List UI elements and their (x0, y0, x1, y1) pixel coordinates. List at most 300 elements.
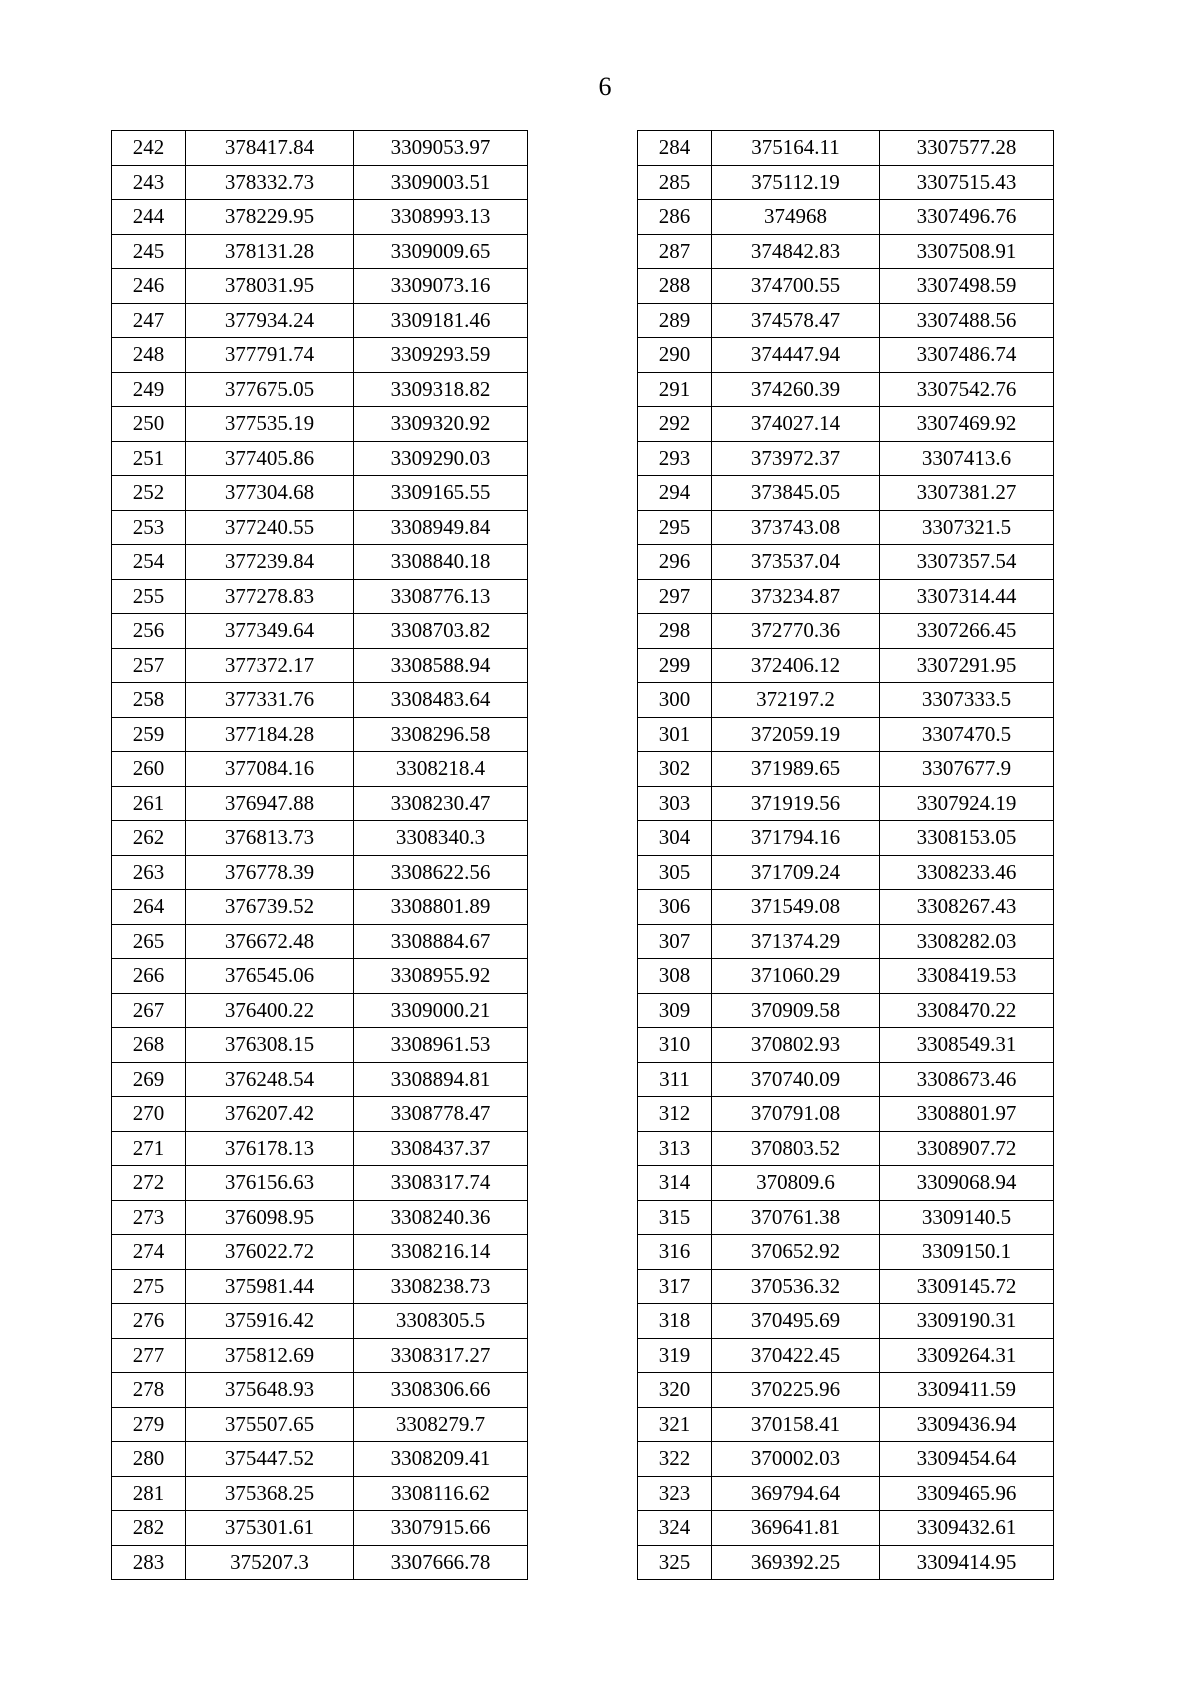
point-number-cell: 274 (112, 1235, 186, 1270)
table-row (112, 648, 528, 683)
table-row (638, 441, 1054, 476)
y-coordinate-cell: 3308305.5 (354, 1304, 528, 1339)
point-number-cell: 276 (112, 1304, 186, 1339)
point-number-cell: 306 (638, 890, 712, 925)
x-coordinate-cell: 375812.69 (186, 1338, 354, 1373)
x-coordinate-cell: 376813.73 (186, 821, 354, 856)
point-number-cell: 261 (112, 786, 186, 821)
table-row (112, 1442, 528, 1477)
table-row (638, 648, 1054, 683)
table-row (638, 131, 1054, 166)
coordinate-table-right (637, 130, 1054, 1580)
y-coordinate-cell: 3308296.58 (354, 717, 528, 752)
table-row (638, 200, 1054, 235)
point-number-cell: 310 (638, 1028, 712, 1063)
point-number-cell: 273 (112, 1200, 186, 1235)
table-row (638, 1166, 1054, 1201)
table-row (638, 1062, 1054, 1097)
point-number-cell: 247 (112, 303, 186, 338)
table-row (638, 1476, 1054, 1511)
table-row (638, 1269, 1054, 1304)
point-number-cell: 321 (638, 1407, 712, 1442)
point-number-cell: 265 (112, 924, 186, 959)
table-row (112, 752, 528, 787)
point-number-cell: 293 (638, 441, 712, 476)
point-number-cell: 298 (638, 614, 712, 649)
point-number-cell: 271 (112, 1131, 186, 1166)
x-coordinate-cell: 375447.52 (186, 1442, 354, 1477)
table-row (638, 476, 1054, 511)
x-coordinate-cell: 371919.56 (712, 786, 880, 821)
table-row (112, 338, 528, 373)
point-number-cell: 249 (112, 372, 186, 407)
point-number-cell: 269 (112, 1062, 186, 1097)
point-number-cell: 289 (638, 303, 712, 338)
y-coordinate-cell: 3308230.47 (354, 786, 528, 821)
y-coordinate-cell: 3309140.5 (880, 1200, 1054, 1235)
y-coordinate-cell: 3308483.64 (354, 683, 528, 718)
table-row (112, 510, 528, 545)
y-coordinate-cell: 3308306.66 (354, 1373, 528, 1408)
x-coordinate-cell: 376022.72 (186, 1235, 354, 1270)
y-coordinate-cell: 3309432.61 (880, 1511, 1054, 1546)
table-row (638, 959, 1054, 994)
y-coordinate-cell: 3308209.41 (354, 1442, 528, 1477)
y-coordinate-cell: 3308153.05 (880, 821, 1054, 856)
table-row (112, 1407, 528, 1442)
x-coordinate-cell: 376778.39 (186, 855, 354, 890)
y-coordinate-cell: 3308703.82 (354, 614, 528, 649)
y-coordinate-cell: 3308884.67 (354, 924, 528, 959)
y-coordinate-cell: 3307924.19 (880, 786, 1054, 821)
point-number-cell: 295 (638, 510, 712, 545)
point-number-cell: 314 (638, 1166, 712, 1201)
x-coordinate-cell: 375112.19 (712, 165, 880, 200)
x-coordinate-cell: 370803.52 (712, 1131, 880, 1166)
table-row (112, 545, 528, 580)
point-number-cell: 275 (112, 1269, 186, 1304)
point-number-cell: 251 (112, 441, 186, 476)
point-number-cell: 322 (638, 1442, 712, 1477)
table-row (638, 165, 1054, 200)
x-coordinate-cell: 377349.64 (186, 614, 354, 649)
point-number-cell: 278 (112, 1373, 186, 1408)
x-coordinate-cell: 369641.81 (712, 1511, 880, 1546)
x-coordinate-cell: 378131.28 (186, 234, 354, 269)
point-number-cell: 313 (638, 1131, 712, 1166)
y-coordinate-cell: 3308216.14 (354, 1235, 528, 1270)
table-row (638, 303, 1054, 338)
table-body (638, 131, 1054, 1580)
table-row (112, 855, 528, 890)
point-number-cell: 245 (112, 234, 186, 269)
x-coordinate-cell: 377184.28 (186, 717, 354, 752)
y-coordinate-cell: 3307314.44 (880, 579, 1054, 614)
table-row (112, 821, 528, 856)
x-coordinate-cell: 370809.6 (712, 1166, 880, 1201)
y-coordinate-cell: 3309190.31 (880, 1304, 1054, 1339)
point-number-cell: 242 (112, 131, 186, 166)
point-number-cell: 259 (112, 717, 186, 752)
x-coordinate-cell: 374578.47 (712, 303, 880, 338)
point-number-cell: 279 (112, 1407, 186, 1442)
x-coordinate-cell: 377304.68 (186, 476, 354, 511)
y-coordinate-cell: 3308776.13 (354, 579, 528, 614)
x-coordinate-cell: 369794.64 (712, 1476, 880, 1511)
x-coordinate-cell: 377084.16 (186, 752, 354, 787)
point-number-cell: 300 (638, 683, 712, 718)
table-row (112, 200, 528, 235)
x-coordinate-cell: 374968 (712, 200, 880, 235)
y-coordinate-cell: 3307266.45 (880, 614, 1054, 649)
x-coordinate-cell: 378031.95 (186, 269, 354, 304)
x-coordinate-cell: 376672.48 (186, 924, 354, 959)
y-coordinate-cell: 3307470.5 (880, 717, 1054, 752)
y-coordinate-cell: 3307577.28 (880, 131, 1054, 166)
point-number-cell: 257 (112, 648, 186, 683)
table-row (112, 1166, 528, 1201)
point-number-cell: 243 (112, 165, 186, 200)
y-coordinate-cell: 3308955.92 (354, 959, 528, 994)
y-coordinate-cell: 3308317.27 (354, 1338, 528, 1373)
table-row (638, 1511, 1054, 1546)
y-coordinate-cell: 3308673.46 (880, 1062, 1054, 1097)
y-coordinate-cell: 3307469.92 (880, 407, 1054, 442)
table-row (112, 717, 528, 752)
point-number-cell: 252 (112, 476, 186, 511)
table-row (638, 1545, 1054, 1580)
table-row (638, 821, 1054, 856)
x-coordinate-cell: 373743.08 (712, 510, 880, 545)
x-coordinate-cell: 377331.76 (186, 683, 354, 718)
x-coordinate-cell: 371549.08 (712, 890, 880, 925)
y-coordinate-cell: 3309000.21 (354, 993, 528, 1028)
point-number-cell: 286 (638, 200, 712, 235)
point-number-cell: 283 (112, 1545, 186, 1580)
point-number-cell: 253 (112, 510, 186, 545)
table-row (112, 441, 528, 476)
table-row (638, 338, 1054, 373)
x-coordinate-cell: 375368.25 (186, 1476, 354, 1511)
point-number-cell: 290 (638, 338, 712, 373)
point-number-cell: 260 (112, 752, 186, 787)
x-coordinate-cell: 376545.06 (186, 959, 354, 994)
x-coordinate-cell: 378229.95 (186, 200, 354, 235)
x-coordinate-cell: 377791.74 (186, 338, 354, 373)
y-coordinate-cell: 3309454.64 (880, 1442, 1054, 1477)
table-row (638, 683, 1054, 718)
table-row (638, 1373, 1054, 1408)
y-coordinate-cell: 3308894.81 (354, 1062, 528, 1097)
point-number-cell: 319 (638, 1338, 712, 1373)
table-row (112, 579, 528, 614)
point-number-cell: 280 (112, 1442, 186, 1477)
y-coordinate-cell: 3308279.7 (354, 1407, 528, 1442)
y-coordinate-cell: 3309293.59 (354, 338, 528, 373)
x-coordinate-cell: 370652.92 (712, 1235, 880, 1270)
table-row (638, 510, 1054, 545)
x-coordinate-cell: 374842.83 (712, 234, 880, 269)
table-row (112, 131, 528, 166)
x-coordinate-cell: 370002.03 (712, 1442, 880, 1477)
table-row (112, 1028, 528, 1063)
table-row (112, 1269, 528, 1304)
point-number-cell: 266 (112, 959, 186, 994)
y-coordinate-cell: 3309009.65 (354, 234, 528, 269)
x-coordinate-cell: 373234.87 (712, 579, 880, 614)
point-number-cell: 302 (638, 752, 712, 787)
point-number-cell: 309 (638, 993, 712, 1028)
y-coordinate-cell: 3309053.97 (354, 131, 528, 166)
y-coordinate-cell: 3308840.18 (354, 545, 528, 580)
x-coordinate-cell: 376400.22 (186, 993, 354, 1028)
x-coordinate-cell: 374447.94 (712, 338, 880, 373)
table-row (112, 786, 528, 821)
table-row (638, 890, 1054, 925)
table-row (638, 1097, 1054, 1132)
y-coordinate-cell: 3308778.47 (354, 1097, 528, 1132)
x-coordinate-cell: 376207.42 (186, 1097, 354, 1132)
table-row (112, 890, 528, 925)
point-number-cell: 246 (112, 269, 186, 304)
point-number-cell: 281 (112, 1476, 186, 1511)
x-coordinate-cell: 371709.24 (712, 855, 880, 890)
y-coordinate-cell: 3308949.84 (354, 510, 528, 545)
x-coordinate-cell: 372059.19 (712, 717, 880, 752)
x-coordinate-cell: 378417.84 (186, 131, 354, 166)
point-number-cell: 263 (112, 855, 186, 890)
x-coordinate-cell: 371989.65 (712, 752, 880, 787)
table-row (638, 1235, 1054, 1270)
point-number-cell: 268 (112, 1028, 186, 1063)
y-coordinate-cell: 3307488.56 (880, 303, 1054, 338)
y-coordinate-cell: 3308267.43 (880, 890, 1054, 925)
point-number-cell: 323 (638, 1476, 712, 1511)
point-number-cell: 307 (638, 924, 712, 959)
table-row (112, 1097, 528, 1132)
table-row (112, 476, 528, 511)
x-coordinate-cell: 370536.32 (712, 1269, 880, 1304)
table-row (638, 717, 1054, 752)
y-coordinate-cell: 3309150.1 (880, 1235, 1054, 1270)
y-coordinate-cell: 3308801.89 (354, 890, 528, 925)
x-coordinate-cell: 377405.86 (186, 441, 354, 476)
x-coordinate-cell: 376248.54 (186, 1062, 354, 1097)
y-coordinate-cell: 3307291.95 (880, 648, 1054, 683)
table-row (112, 1338, 528, 1373)
y-coordinate-cell: 3307542.76 (880, 372, 1054, 407)
x-coordinate-cell: 377535.19 (186, 407, 354, 442)
y-coordinate-cell: 3309465.96 (880, 1476, 1054, 1511)
x-coordinate-cell: 372406.12 (712, 648, 880, 683)
x-coordinate-cell: 371374.29 (712, 924, 880, 959)
table-row (638, 924, 1054, 959)
table-row (112, 1062, 528, 1097)
y-coordinate-cell: 3309181.46 (354, 303, 528, 338)
y-coordinate-cell: 3307357.54 (880, 545, 1054, 580)
point-number-cell: 296 (638, 545, 712, 580)
point-number-cell: 256 (112, 614, 186, 649)
point-number-cell: 258 (112, 683, 186, 718)
x-coordinate-cell: 376178.13 (186, 1131, 354, 1166)
x-coordinate-cell: 377239.84 (186, 545, 354, 580)
y-coordinate-cell: 3309414.95 (880, 1545, 1054, 1580)
y-coordinate-cell: 3308238.73 (354, 1269, 528, 1304)
point-number-cell: 267 (112, 993, 186, 1028)
point-number-cell: 264 (112, 890, 186, 925)
table-row (638, 579, 1054, 614)
x-coordinate-cell: 372770.36 (712, 614, 880, 649)
y-coordinate-cell: 3308218.4 (354, 752, 528, 787)
y-coordinate-cell: 3309068.94 (880, 1166, 1054, 1201)
y-coordinate-cell: 3308233.46 (880, 855, 1054, 890)
y-coordinate-cell: 3308437.37 (354, 1131, 528, 1166)
x-coordinate-cell: 376739.52 (186, 890, 354, 925)
y-coordinate-cell: 3307677.9 (880, 752, 1054, 787)
x-coordinate-cell: 375207.3 (186, 1545, 354, 1580)
table-row (638, 545, 1054, 580)
y-coordinate-cell: 3308470.22 (880, 993, 1054, 1028)
table-row (638, 269, 1054, 304)
table-row (112, 924, 528, 959)
x-coordinate-cell: 376098.95 (186, 1200, 354, 1235)
table-row (112, 303, 528, 338)
point-number-cell: 320 (638, 1373, 712, 1408)
y-coordinate-cell: 3307915.66 (354, 1511, 528, 1546)
x-coordinate-cell: 377240.55 (186, 510, 354, 545)
table-row (638, 1407, 1054, 1442)
y-coordinate-cell: 3307333.5 (880, 683, 1054, 718)
x-coordinate-cell: 375648.93 (186, 1373, 354, 1408)
point-number-cell: 324 (638, 1511, 712, 1546)
y-coordinate-cell: 3308961.53 (354, 1028, 528, 1063)
coordinate-table-left (111, 130, 528, 1580)
point-number-cell: 284 (638, 131, 712, 166)
point-number-cell: 304 (638, 821, 712, 856)
x-coordinate-cell: 377675.05 (186, 372, 354, 407)
point-number-cell: 325 (638, 1545, 712, 1580)
y-coordinate-cell: 3308116.62 (354, 1476, 528, 1511)
table-row (638, 614, 1054, 649)
table-row (638, 234, 1054, 269)
y-coordinate-cell: 3309290.03 (354, 441, 528, 476)
point-number-cell: 297 (638, 579, 712, 614)
point-number-cell: 318 (638, 1304, 712, 1339)
y-coordinate-cell: 3308588.94 (354, 648, 528, 683)
x-coordinate-cell: 370422.45 (712, 1338, 880, 1373)
x-coordinate-cell: 375981.44 (186, 1269, 354, 1304)
table-body (112, 131, 528, 1580)
x-coordinate-cell: 370802.93 (712, 1028, 880, 1063)
x-coordinate-cell: 369392.25 (712, 1545, 880, 1580)
x-coordinate-cell: 370225.96 (712, 1373, 880, 1408)
x-coordinate-cell: 375164.11 (712, 131, 880, 166)
table-row (112, 234, 528, 269)
y-coordinate-cell: 3307381.27 (880, 476, 1054, 511)
y-coordinate-cell: 3308419.53 (880, 959, 1054, 994)
table-row (112, 1200, 528, 1235)
y-coordinate-cell: 3309320.92 (354, 407, 528, 442)
y-coordinate-cell: 3309264.31 (880, 1338, 1054, 1373)
y-coordinate-cell: 3309436.94 (880, 1407, 1054, 1442)
x-coordinate-cell: 370158.41 (712, 1407, 880, 1442)
point-number-cell: 244 (112, 200, 186, 235)
point-number-cell: 270 (112, 1097, 186, 1132)
y-coordinate-cell: 3307515.43 (880, 165, 1054, 200)
y-coordinate-cell: 3307508.91 (880, 234, 1054, 269)
point-number-cell: 308 (638, 959, 712, 994)
y-coordinate-cell: 3308240.36 (354, 1200, 528, 1235)
y-coordinate-cell: 3308317.74 (354, 1166, 528, 1201)
x-coordinate-cell: 375916.42 (186, 1304, 354, 1339)
y-coordinate-cell: 3307321.5 (880, 510, 1054, 545)
y-coordinate-cell: 3309073.16 (354, 269, 528, 304)
x-coordinate-cell: 378332.73 (186, 165, 354, 200)
table-row (638, 993, 1054, 1028)
y-coordinate-cell: 3308907.72 (880, 1131, 1054, 1166)
y-coordinate-cell: 3308993.13 (354, 200, 528, 235)
x-coordinate-cell: 373972.37 (712, 441, 880, 476)
x-coordinate-cell: 374260.39 (712, 372, 880, 407)
x-coordinate-cell: 375301.61 (186, 1511, 354, 1546)
point-number-cell: 277 (112, 1338, 186, 1373)
x-coordinate-cell: 371794.16 (712, 821, 880, 856)
point-number-cell: 301 (638, 717, 712, 752)
point-number-cell: 285 (638, 165, 712, 200)
point-number-cell: 299 (638, 648, 712, 683)
table-row (112, 1545, 528, 1580)
y-coordinate-cell: 3307486.74 (880, 338, 1054, 373)
point-number-cell: 315 (638, 1200, 712, 1235)
point-number-cell: 287 (638, 234, 712, 269)
table-row (638, 1304, 1054, 1339)
table-row (638, 855, 1054, 890)
table-row (112, 269, 528, 304)
table-row (638, 372, 1054, 407)
table-row (112, 614, 528, 649)
table-row (112, 1373, 528, 1408)
x-coordinate-cell: 371060.29 (712, 959, 880, 994)
table-row (112, 683, 528, 718)
point-number-cell: 254 (112, 545, 186, 580)
x-coordinate-cell: 376308.15 (186, 1028, 354, 1063)
table-row (112, 165, 528, 200)
x-coordinate-cell: 376156.63 (186, 1166, 354, 1201)
y-coordinate-cell: 3309318.82 (354, 372, 528, 407)
table-row (638, 407, 1054, 442)
x-coordinate-cell: 374700.55 (712, 269, 880, 304)
x-coordinate-cell: 377372.17 (186, 648, 354, 683)
x-coordinate-cell: 375507.65 (186, 1407, 354, 1442)
point-number-cell: 305 (638, 855, 712, 890)
y-coordinate-cell: 3309145.72 (880, 1269, 1054, 1304)
x-coordinate-cell: 377278.83 (186, 579, 354, 614)
y-coordinate-cell: 3307413.6 (880, 441, 1054, 476)
table-row (112, 959, 528, 994)
x-coordinate-cell: 370761.38 (712, 1200, 880, 1235)
point-number-cell: 291 (638, 372, 712, 407)
point-number-cell: 311 (638, 1062, 712, 1097)
table-row (112, 1235, 528, 1270)
table-row (638, 1200, 1054, 1235)
point-number-cell: 272 (112, 1166, 186, 1201)
y-coordinate-cell: 3308622.56 (354, 855, 528, 890)
y-coordinate-cell: 3308282.03 (880, 924, 1054, 959)
page-number: 6 (598, 72, 612, 101)
point-number-cell: 294 (638, 476, 712, 511)
x-coordinate-cell: 376947.88 (186, 786, 354, 821)
y-coordinate-cell: 3309411.59 (880, 1373, 1054, 1408)
